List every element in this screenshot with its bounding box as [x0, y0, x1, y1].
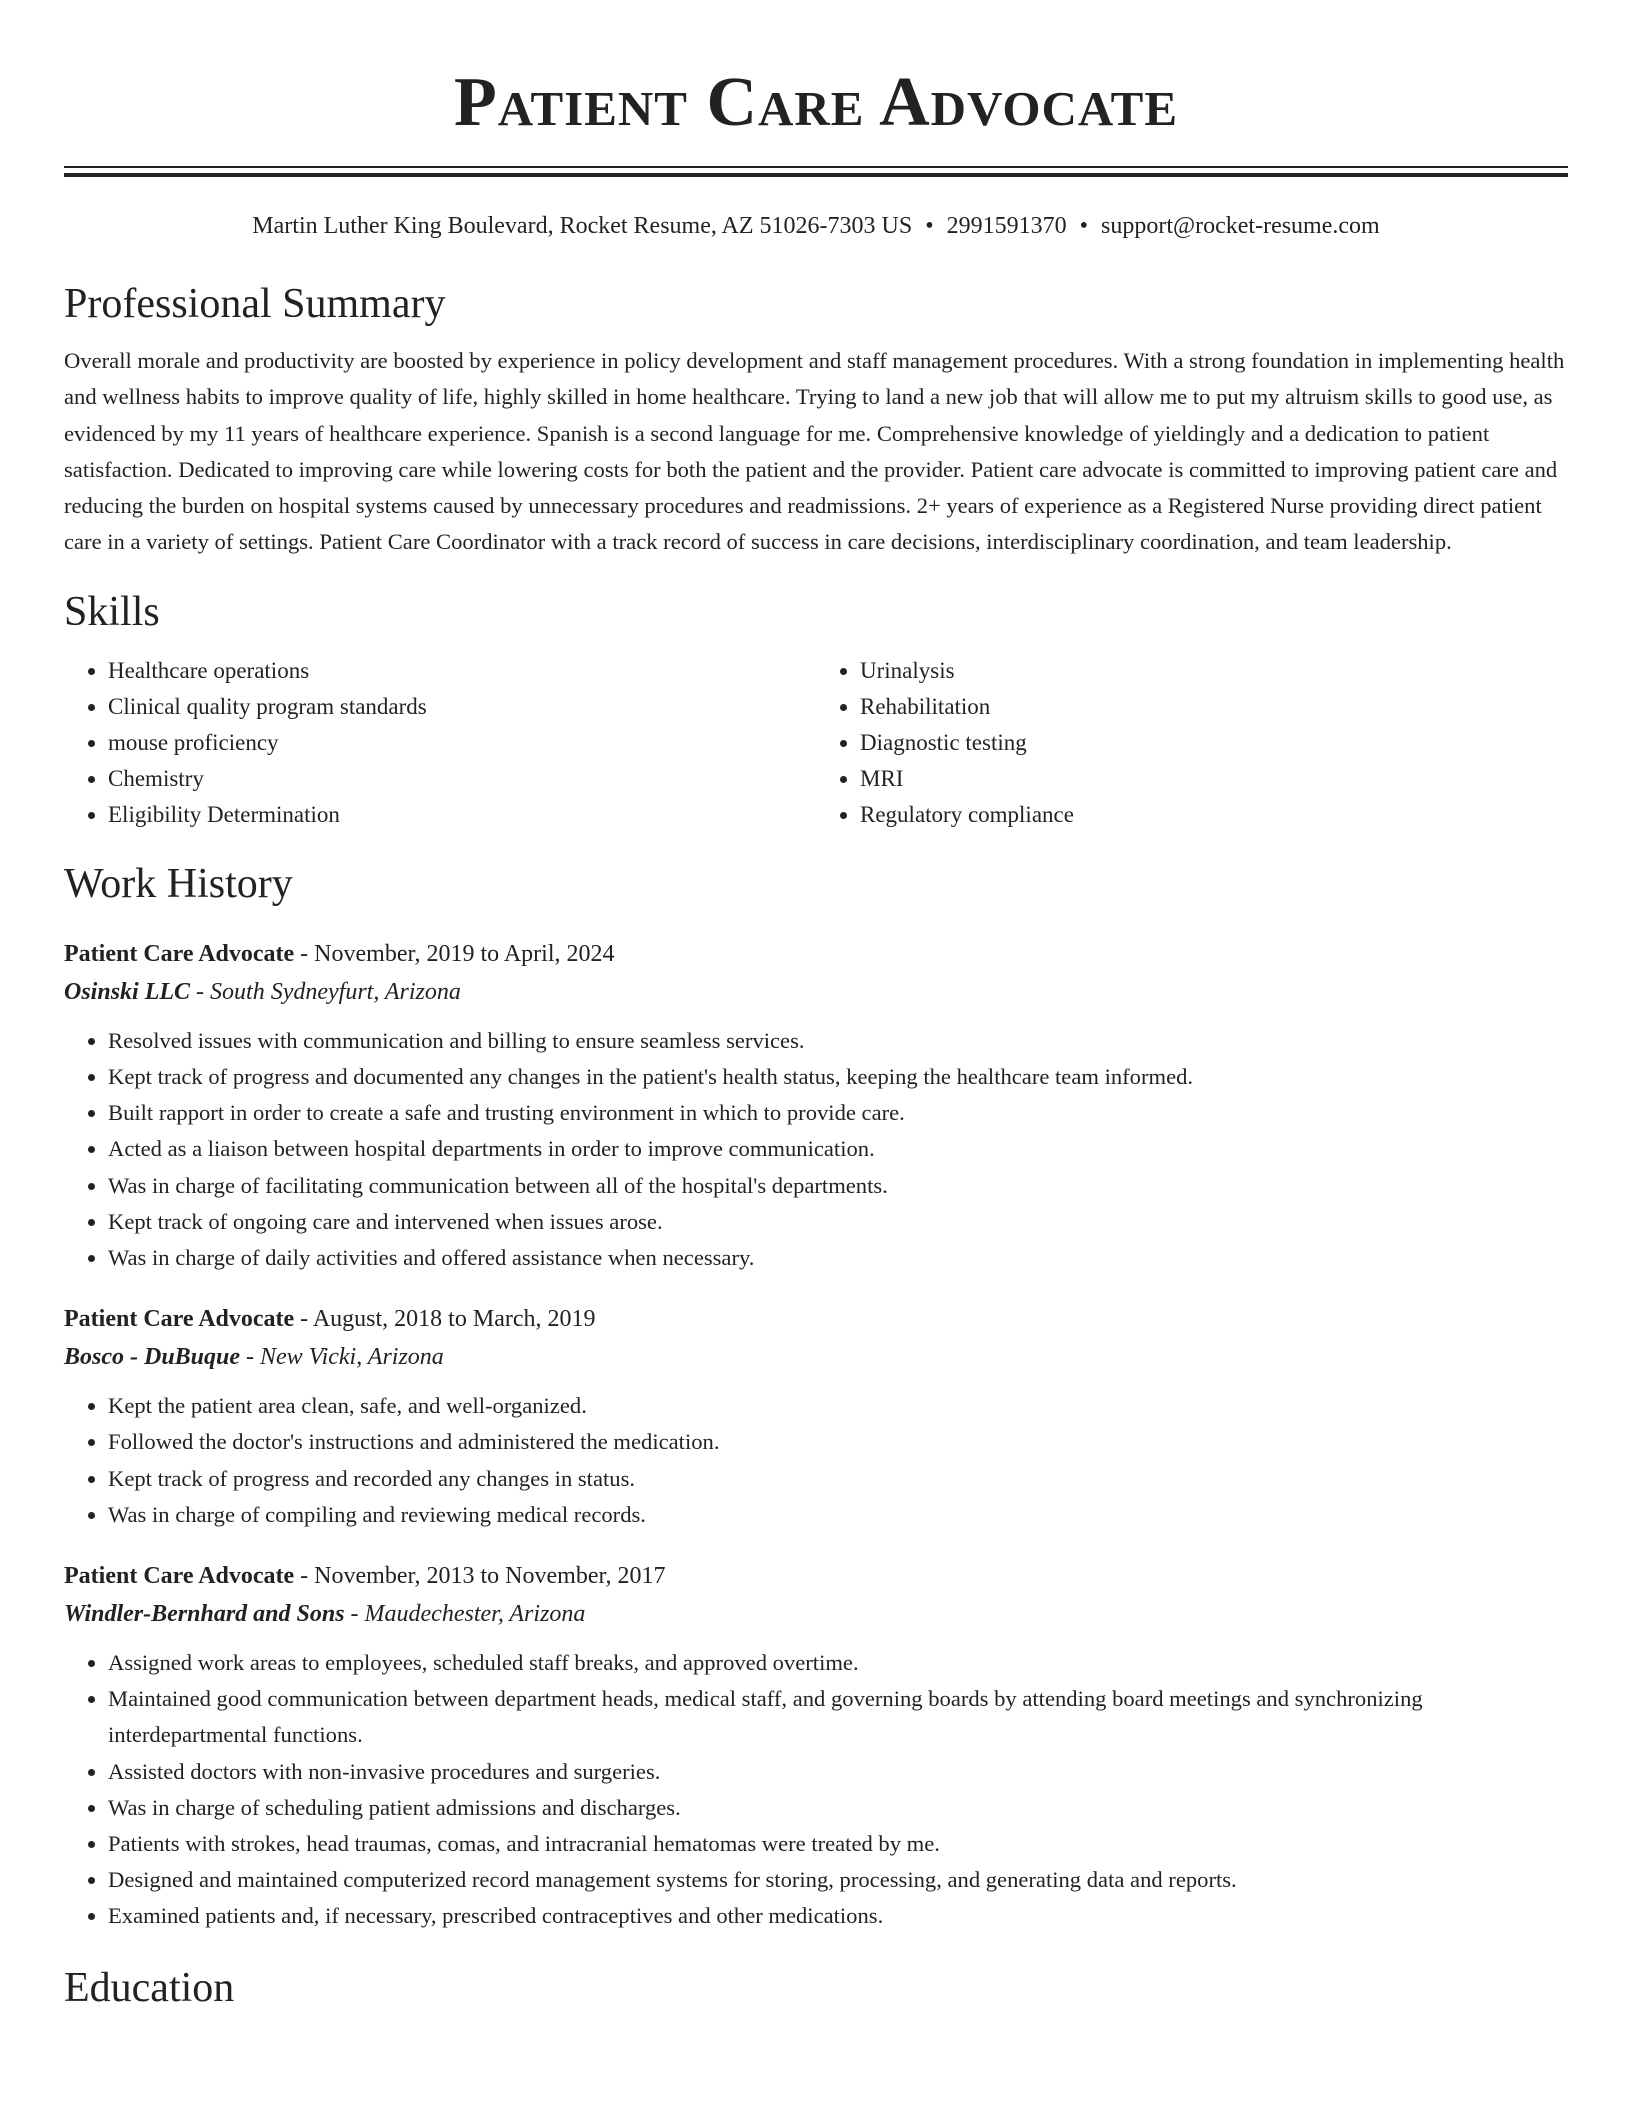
job-company: Bosco - DuBuque [64, 1344, 241, 1371]
skill-item: • mouse proficiency [108, 725, 816, 761]
job-company: Osinski LLC [64, 978, 191, 1005]
contact-separator: • [1079, 213, 1089, 239]
job-bullet: • Assisted doctors with non-invasive procedures and surgeries. [108, 1754, 1568, 1790]
job-bullet: • Resolved issues with communication and billing to ensure seamless services. [108, 1023, 1568, 1059]
job-dates: - November, 2013 to November, 2017 [294, 1563, 666, 1590]
job-location: - Maudechester, Arizona [344, 1601, 586, 1628]
skill-item: • Regulatory compliance [860, 797, 1568, 833]
title-divider-thick [64, 173, 1568, 177]
job-bullet: • Was in charge of daily activities and offered assistance when necessary. [108, 1240, 1568, 1276]
job-bullet: • Acted as a liaison between hospital departments in order to improve communication. [108, 1131, 1568, 1167]
job-bullet: • Was in charge of scheduling patient admissions and discharges. [108, 1790, 1568, 1826]
summary-text: Overall morale and productivity are boosted by experience in policy development and staff management procedures. With a strong foundation in implementing health and wellness habits to improve quality of life, highly skilled in home healthcare. Trying to land a new job that will allow me to put my altruism skills to good use, as evidenced by my 11 years of healthcare experience. Spanish is a second language for me. Comprehensive knowledge of yieldingly and a dedication to patient satisfaction. Dedicated to improving care while lowering costs for both the patient and the provider. Patient care advocate is committed to improving patient care and reducing the burden on hospital systems caused by unnecessary procedures and readmissions. 2+ years of experience as a Registered Nurse providing direct patient care in a variety of settings. Patient Care Coordinator with a track record of success in care decisions, interdisciplinary coordination, and team leadership. [64, 348, 1565, 555]
job-role: Patient Care Advocate [64, 940, 295, 967]
skills-heading: Skills [64, 588, 160, 635]
contact-address: Martin Luther King Boulevard, Rocket Resume, AZ 51026-7303 US [252, 213, 913, 239]
job-entry [64, 1557, 1568, 1935]
job-bullet: • Followed the doctor's instructions and administered the medication. [108, 1424, 1568, 1460]
job-bullet: • Built rapport in order to create a safe and trusting environment in which to provide care. [108, 1095, 1568, 1131]
job-company-line [64, 1338, 1568, 1376]
job-bullets [64, 1645, 1568, 1935]
job-company: Windler-Bernhard and Sons [64, 1601, 345, 1628]
job-bullets [64, 1388, 1568, 1533]
job-bullet: • Was in charge of compiling and reviewing medical records. [108, 1497, 1568, 1533]
skill-item: • Clinical quality program standards [108, 689, 816, 725]
job-bullet: • Maintained good communication between department heads, medical staff, and governing boards by attending board meetings and synchronizing interdepartmental functions. [108, 1681, 1568, 1753]
skill-item: • Eligibility Determination [108, 797, 816, 833]
skill-item: • Diagnostic testing [860, 725, 1568, 761]
job-entry [64, 935, 1568, 1276]
job-bullet: • Kept the patient area clean, safe, and well-organized. [108, 1388, 1568, 1424]
job-entry [64, 1300, 1568, 1533]
job-bullet: • Assigned work areas to employees, scheduled staff breaks, and approved overtime. [108, 1645, 1568, 1681]
job-bullet: • Kept track of progress and recorded any changes in status. [108, 1461, 1568, 1497]
skill-item: • Healthcare operations [108, 653, 816, 689]
job-bullet: • Kept track of ongoing care and intervened when issues arose. [108, 1204, 1568, 1240]
job-bullet: • Patients with strokes, head traumas, comas, and intracranial hematomas were treated by me. [108, 1826, 1568, 1862]
resume-page [64, 0, 1568, 2013]
skills-columns [64, 653, 1568, 833]
job-title-line [64, 1557, 1568, 1595]
job-bullet: • Kept track of progress and documented any changes in the patient's health status, keeping the healthcare team informed. [108, 1059, 1568, 1095]
skills-list-right [816, 653, 1568, 833]
summary-heading: Professional Summary [64, 281, 446, 327]
title-divider-thin [64, 166, 1568, 168]
job-title-line [64, 1300, 1568, 1338]
contact-separator: • [925, 213, 934, 239]
job-company-line [64, 973, 1568, 1011]
skill-item: • Rehabilitation [860, 689, 1568, 725]
education-heading: Education [64, 1964, 235, 2011]
skills-list-left [64, 653, 816, 833]
job-dates: - August, 2018 to March, 2019 [294, 1306, 596, 1333]
contact-email: support@rocket-resume.com [1101, 213, 1380, 239]
job-role: Patient Care Advocate [64, 1563, 295, 1590]
job-bullet: • Designed and maintained computerized record management systems for storing, processing, and generating data and reports. [108, 1862, 1568, 1898]
work-history-heading: Work History [64, 860, 293, 907]
job-bullets [64, 1023, 1568, 1276]
job-location: - South Sydneyfurt, Arizona [190, 978, 461, 1005]
job-company-line [64, 1595, 1568, 1633]
job-role: Patient Care Advocate [64, 1306, 295, 1333]
contact-phone: 2991591370 [946, 213, 1067, 239]
resume-title: Patient Care Advocate [453, 64, 1179, 141]
contact-line [64, 211, 1568, 241]
job-dates: - November, 2019 to April, 2024 [294, 940, 615, 967]
skill-item: • Urinalysis [860, 653, 1568, 689]
skill-item: • MRI [860, 761, 1568, 797]
job-bullet: • Was in charge of facilitating communication between all of the hospital's departments. [108, 1168, 1568, 1204]
job-title-line [64, 935, 1568, 973]
job-location: - New Vicki, Arizona [240, 1344, 444, 1371]
job-bullet: • Examined patients and, if necessary, prescribed contraceptives and other medications. [108, 1898, 1568, 1934]
skill-item: • Chemistry [108, 761, 816, 797]
